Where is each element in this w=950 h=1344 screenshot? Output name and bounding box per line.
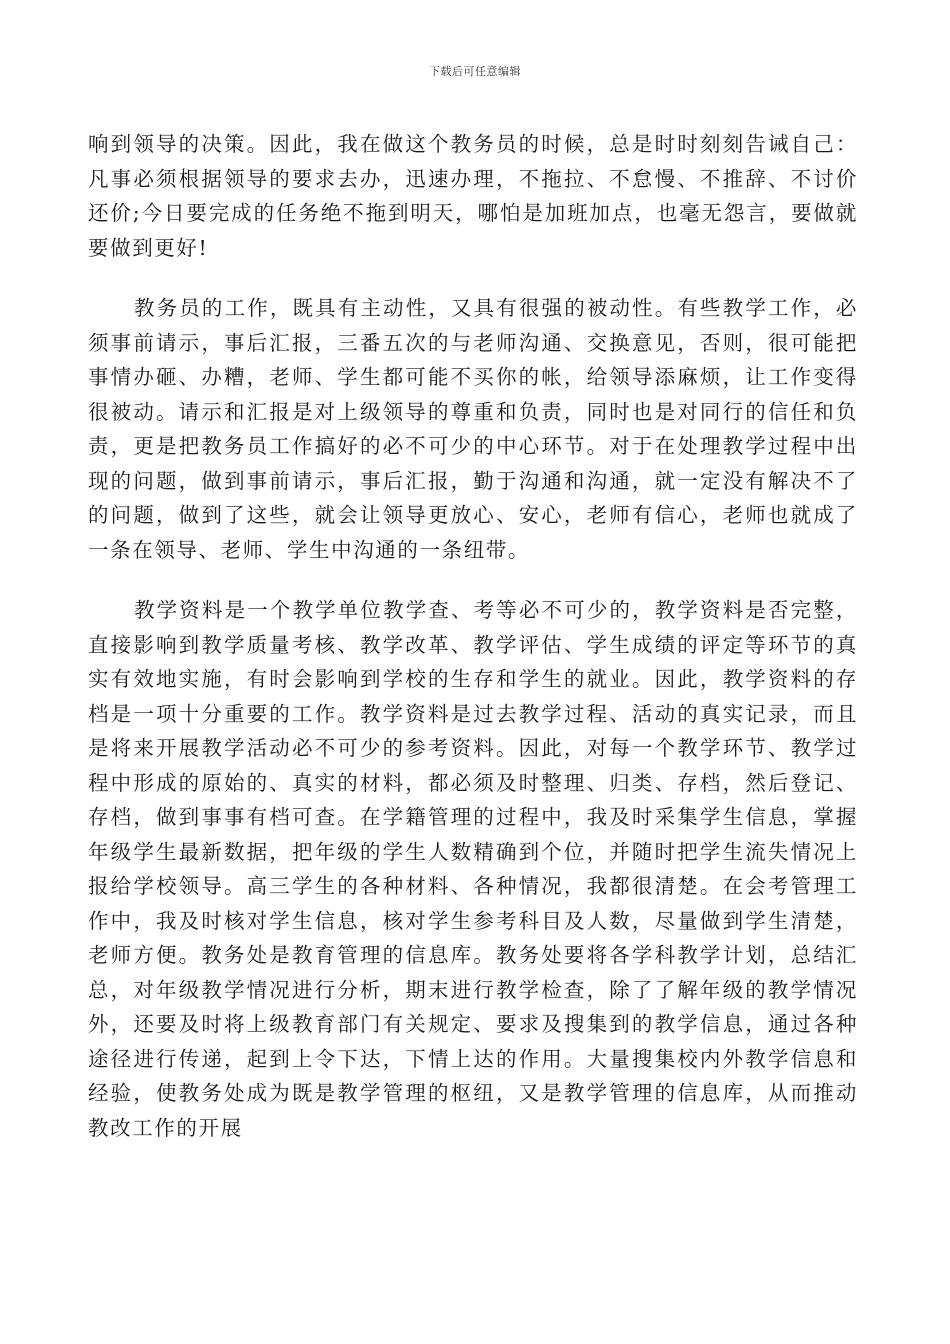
paragraph-3: 教学资料是一个教学单位教学查、考等必不可少的，教学资料是否完整，直接影响到教学质量考核、教学改革、教学评估、学生成绩的评定等环节的真实有效地实施，有时会影响到学校的生存和学生的就业。因此，教学资料的存档是一项十分重要的工作。教学资料是过去教学过程、活动的真实记录，而且是将来开展教学活动必不可少的参考资料。因此，对每一个教学环节、教学过程中形成的原始的、真实的材料，都必须及时整理、归类、存档，然后登记、存档，做到事事有档可查。在学籍管理的过程中，我及时采集学生信息，掌握年级学生最新数据，把年级的学生人数精确到个位，并随时把学生流失情况上报给学校领导。高三学生的各种材料、各种情况，我都很清楚。在会考管理工作中，我及时核对学生信息，核对学生参考科目及人数，尽量做到学生清楚，老师方便。教务处是教育管理的信息库。教务处要将各学科教学计划，总结汇总，对年级教学情况进行分析，期末进行教学检查，除了了解年级的教学情况外，还要及时将上级教育部门有关规定、要求及搜集到的教学信息，通过各种途径进行传递，起到上令下达，下情上达的作用。大量搜集校内外教学信息和经验，使教务处成为既是教学管理的枢纽，又是教学管理的信息库，从而推动教改工作的开展 xyxy=(88,598,858,1140)
paragraph-2: 教务员的工作，既具有主动性，又具有很强的被动性。有些教学工作，必须事前请示，事后汇报，三番五次的与老师沟通、交换意见，否则，很可能把事情办砸、办糟，老师、学生都可能不买你的帐，给领导添麻烦，让工作变得很被动。请示和汇报是对上级领导的尊重和负责，同时也是对同行的信任和负责，更是把教务员工作搞好的必不可少的中心环节。对于在处理教学过程中出现的问题，做到事前请示，事后汇报，勤于沟通和沟通，就一定没有解决不了的问题，做到了这些，就会让领导更放心、安心，老师有信心，老师也就成了一条在领导、老师、学生中沟通的一条纽带。 xyxy=(88,296,858,562)
paragraph-1: 响到领导的决策。因此，我在做这个教务员的时候，总是时时刻刻告诫自己：凡事必须根据领导的要求去办，迅速办理，不拖拉、不怠慢、不推辞、不讨价还价;今日要完成的任务绝不拖到明天，哪怕是加班加点，也毫无怨言，要做就要做到更好! xyxy=(88,132,858,260)
document-body xyxy=(88,127,858,1145)
page-header: 下载后可任意编辑 xyxy=(429,65,521,78)
